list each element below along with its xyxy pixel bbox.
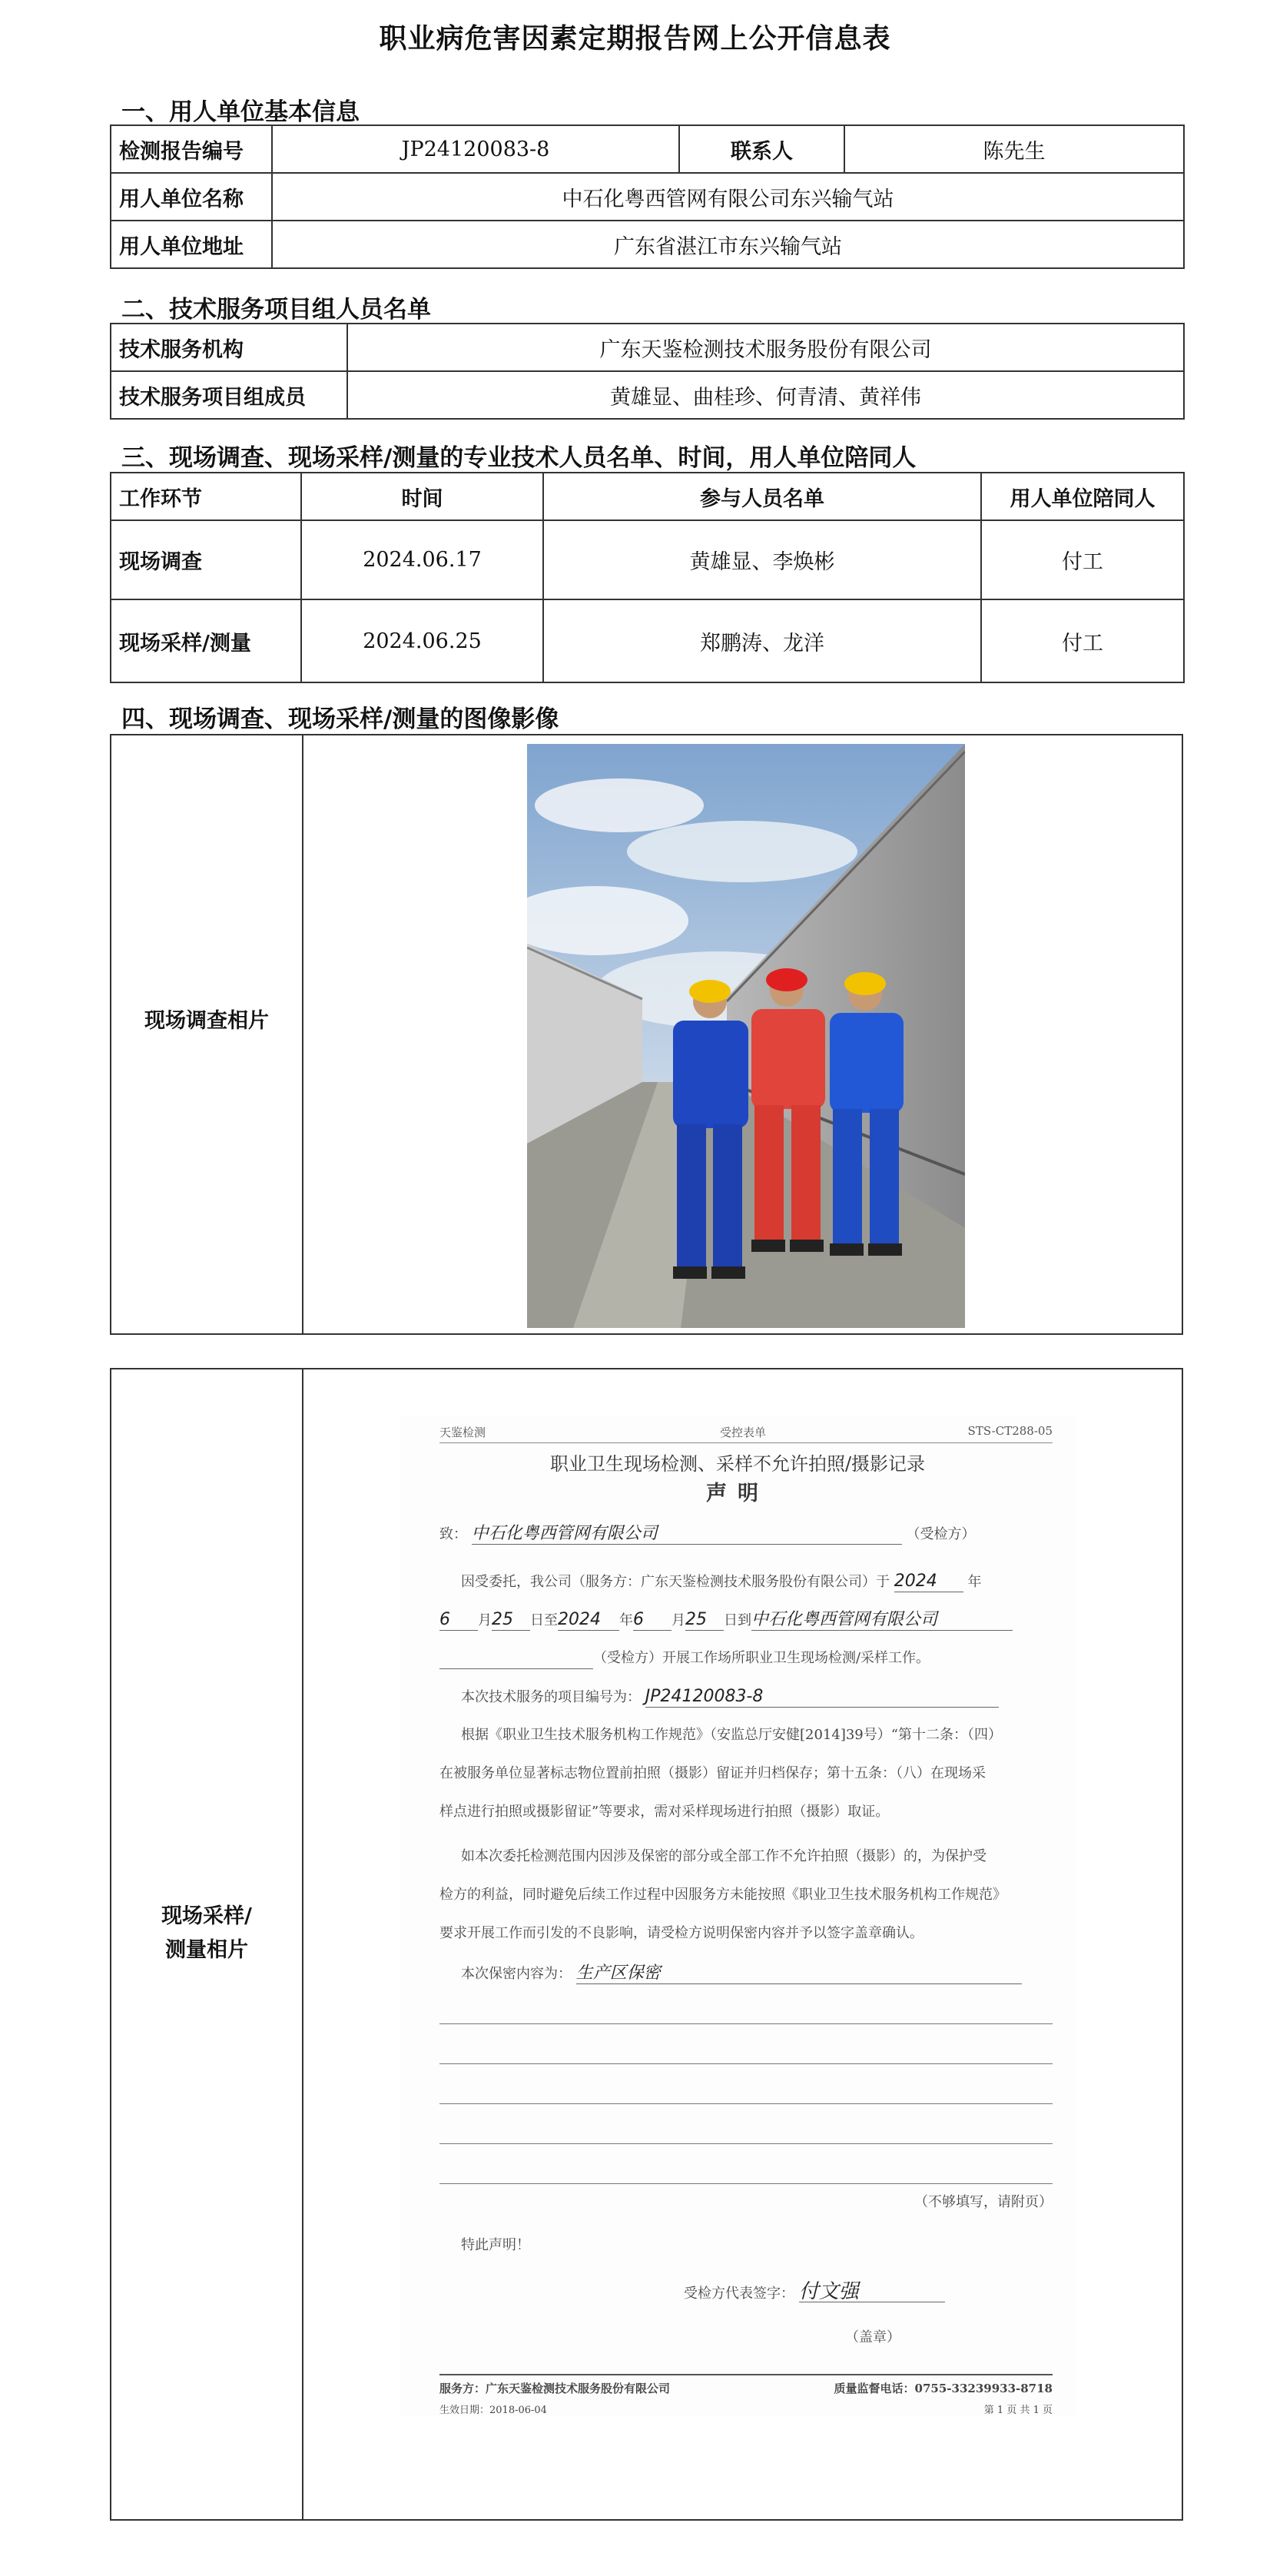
report-no-label: 检测报告编号	[111, 125, 272, 173]
service-org-label: 技术服务机构	[111, 324, 347, 371]
row-people: 郑鹏涛、龙洋	[543, 599, 981, 682]
table-row	[111, 520, 1184, 599]
contact-value: 陈先生	[844, 125, 1184, 173]
handwritten-signature: 付文强	[799, 2282, 945, 2302]
unit-name-value: 中石化粤西管网有限公司东兴输气站	[272, 173, 1184, 221]
form-code: STS-CT288-05	[967, 1424, 1053, 1438]
para3-line1: 如本次委托检测范围内因涉及保密的部分或全部工作不允许拍照（摄影）的，为保护受	[461, 1848, 986, 1864]
secret-content-line: 本次保密内容为： 生产区保密	[461, 1964, 1022, 1984]
table-row	[111, 599, 1184, 682]
survey-photo-label: 现场调查相片	[144, 1009, 269, 1033]
unit-addr-label: 用人单位地址	[111, 221, 272, 268]
para1-line2: 6 月25 日至2024 年6 月25 日到中石化粤西管网有限公司	[439, 1610, 1013, 1631]
para3-line3: 要求开展工作而引发的不良影响，请受检方说明保密内容并予以签字盖章确认。	[439, 1925, 923, 1941]
survey-photo	[527, 744, 965, 1328]
para3-line2: 检方的利益，同时避免后续工作过程中因服务方未能按照《职业卫生技术服务机构工作规范》	[439, 1887, 1006, 1903]
project-no-line: 本次技术服务的项目编号为： JP24120083-8	[461, 1687, 999, 1708]
section3-heading: 三、现场调查、现场采样/测量的专业技术人员名单、时间，用人单位陪同人	[121, 444, 917, 472]
form-subtitle: 声明	[706, 1482, 769, 1505]
row-stage: 现场调查	[111, 520, 301, 599]
contact-label: 联系人	[679, 125, 844, 173]
to-line: 致： 中石化粤西管网有限公司 （受检方）	[439, 1524, 976, 1543]
para2-line3: 样点进行拍照或摄影留证”等要求，需对采样现场进行拍照（摄影）取证。	[439, 1804, 890, 1820]
row-time: 2024.06.17	[301, 520, 543, 599]
sampling-photo-label: 现场采样/ 测量相片	[161, 1904, 252, 1962]
basic-info-table	[110, 124, 1185, 269]
team-members-value: 黄雄显、曲桂珍、何青清、黄祥伟	[347, 371, 1184, 419]
service-team-table	[110, 323, 1185, 420]
para1-line3: （受检方）开展工作场所职业卫生现场检测/采样工作。	[439, 1648, 930, 1669]
form-title: 职业卫生现场检测、采样不允许拍照/摄影记录	[549, 1453, 926, 1475]
field-work-table	[110, 472, 1185, 683]
para2-line1: 根据《职业卫生技术服务机构工作规范》（安监总厅安健[2014]39号）“第十二条：（四）	[461, 1727, 1002, 1743]
form-brand: 天鉴检测	[439, 1426, 486, 1439]
col-time-header: 时间	[301, 473, 543, 520]
section2-heading: 二、技术服务项目组人员名单	[121, 296, 431, 324]
row-people: 黄雄显、李焕彬	[543, 520, 981, 599]
unit-addr-value: 广东省湛江市东兴输气站	[272, 221, 1184, 268]
section1-heading: 一、用人单位基本信息	[121, 98, 360, 126]
form-header-row	[439, 1424, 1053, 1443]
form-control-label: 受控表单	[720, 1426, 767, 1439]
report-no-value: JP24120083-8	[272, 125, 679, 173]
team-members-label: 技术服务项目组成员	[111, 371, 347, 419]
handwritten-client: 中石化粤西管网有限公司	[472, 1524, 902, 1545]
not-enough-note: （不够填写，请附页）	[914, 2194, 1053, 2210]
col-people-header: 参与人员名单	[543, 473, 981, 520]
hereby-declare: 特此声明！	[461, 2237, 530, 2253]
service-org-value: 广东天鉴检测技术服务股份有限公司	[347, 324, 1184, 371]
para1-line1: 因受委托，我公司（服务方：广东天鉴检测技术服务股份有限公司）于 2024 年	[461, 1572, 982, 1591]
row-stage: 现场采样/测量	[111, 599, 301, 682]
col-escort-header: 用人单位陪同人	[981, 473, 1184, 520]
unit-name-label: 用人单位名称	[111, 173, 272, 221]
seal-note: （盖章）	[845, 2329, 900, 2345]
scanned-declaration-form	[400, 1416, 1076, 2415]
para2-line2: 在被服务单位显著标志物位置前拍照（摄影）留证并归档保存；第十五条：（八）在现场采	[439, 1765, 986, 1781]
signature-line: 受检方代表签字： 付文强	[684, 2282, 945, 2304]
row-escort: 付工	[981, 520, 1184, 599]
form-footer: 服务方：广东天鉴检测技术服务股份有限公司 质量监督电话：0755-33239933-8718 生效日期：2018-06-04 第 1 页 共 1 页	[439, 2374, 1053, 2380]
row-time: 2024.06.25	[301, 599, 543, 682]
col-stage-header: 工作环节	[111, 473, 301, 520]
section4-heading: 四、现场调查、现场采样/测量的图像影像	[121, 705, 559, 733]
page-title: 职业病危害因素定期报告网上公开信息表	[379, 22, 891, 55]
row-escort: 付工	[981, 599, 1184, 682]
